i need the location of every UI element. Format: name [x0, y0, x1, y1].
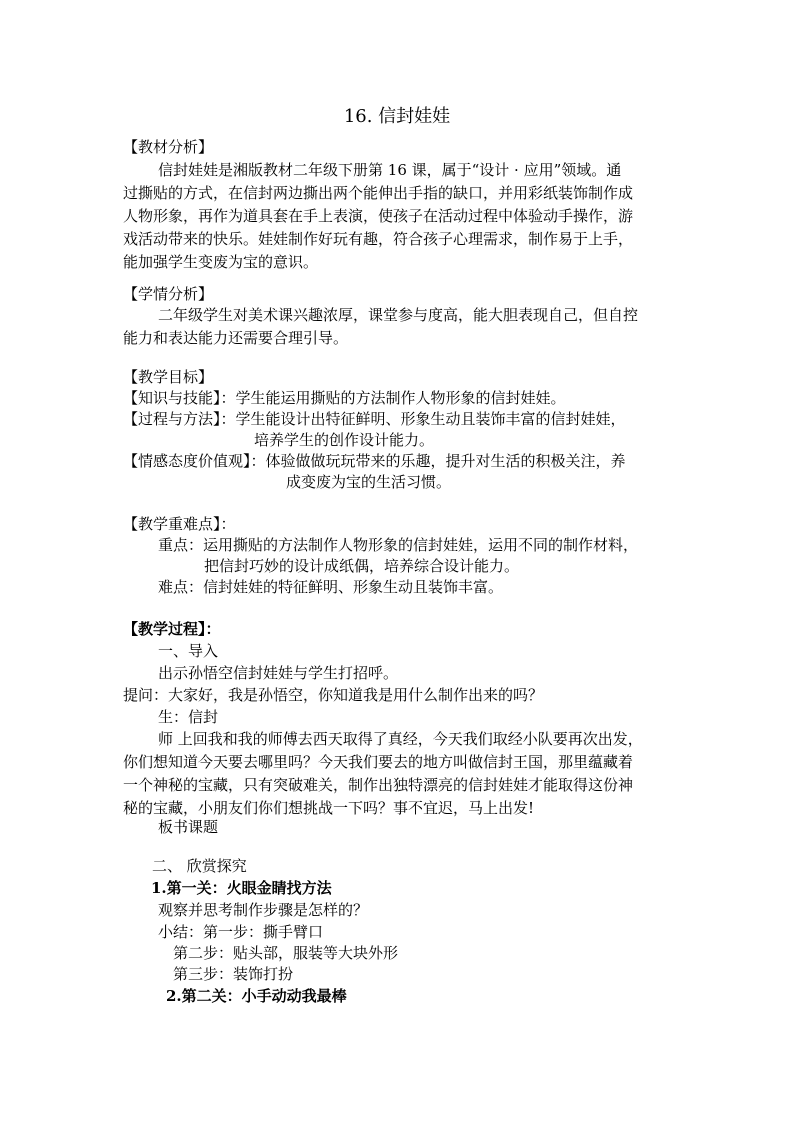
- teacher-line: 秘的宝藏，小朋友们你们想挑战一下吗？事不宜迟，马上出发!: [123, 799, 535, 817]
- intro-question: 提问：大家好，我是孙悟空，你知道我是用什么制作出来的吗？: [123, 686, 544, 704]
- analysis-line: 戏活动带来的快乐。娃娃制作好玩有趣，符合孩子心理需求，制作易于上手，: [123, 230, 634, 248]
- analysis-line: 人物形象，再作为道具套在手上表演，使孩子在活动过程中体验动手操作，游: [123, 207, 634, 225]
- analysis-paragraph: [123, 159, 675, 274]
- summary-step3: 第三步：装饰打扮: [173, 965, 294, 983]
- key-point-cont: 把信封巧妙的设计成纸偶，培养综合设计能力。: [204, 557, 520, 575]
- analysis-line: 能加强学生变废为宝的意识。: [123, 253, 319, 271]
- level2-title: 2.第二关：小手动动我最棒: [166, 987, 347, 1005]
- section-heading-learners: 【学情分析】: [123, 285, 214, 303]
- intro-show: 出示孙悟空信封娃娃与学生打招呼。: [158, 664, 399, 682]
- goal-process-cont: 培养学生的创作设计能力。: [254, 431, 435, 449]
- learners-line: 二年级学生对美术课兴趣浓厚，课堂参与度高，能大胆表现自己，但自控: [158, 306, 639, 324]
- section-heading-process: 【教学过程】：: [123, 620, 221, 638]
- section-heading-keypoints: 【教学重难点】：: [123, 515, 236, 533]
- summary-step1: 小结：第一步：撕手臂口: [158, 923, 324, 941]
- teacher-line: 一个神秘的宝藏，只有突破难关，制作出独特漂亮的信封娃娃才能取得这份神: [123, 776, 634, 794]
- teacher-line: 你们想知道今天要去哪里吗？今天我们要去的地方叫做信封王国，那里蕴藏着: [123, 753, 634, 771]
- summary-step2: 第二步：贴头部，服装等大块外形: [173, 944, 399, 962]
- teacher-line: 师 上回我和我的师傅去西天取得了真经，今天我们取经小队要再次出发，: [158, 730, 643, 748]
- part1-title: 一、导入: [158, 642, 219, 660]
- learners-line: 能力和表达能力还需要合理引导。: [123, 329, 349, 347]
- part2-title: 二、 欣赏探究: [152, 857, 247, 875]
- goal-process: 【过程与方法】：学生能设计出特征鲜明、形象生动且装饰丰富的信封娃娃，: [123, 410, 626, 428]
- level1-title: 1.第一关：火眼金睛找方法: [151, 879, 332, 897]
- document-title: 16. 信封娃娃: [343, 106, 451, 127]
- key-point: 重点：运用撕贴的方法制作人物形象的信封娃娃，运用不同的制作材料，: [158, 536, 639, 554]
- analysis-line: 信封娃娃是湘版教材二年级下册第 16 课，属于“设计 · 应用”领域。通: [158, 161, 622, 179]
- analysis-line: 过撕贴的方式，在信封两边撕出两个能伸出手指的缺口，并用彩纸装饰制作成: [123, 184, 634, 202]
- section-heading-goals: 【教学目标】: [123, 368, 214, 386]
- teacher-paragraph: [123, 728, 683, 820]
- section-heading-analysis: 【教材分析】: [123, 138, 214, 156]
- intro-student: 生：信封: [158, 708, 219, 726]
- difficulty-point: 难点：信封娃娃的特征鲜明、形象生动且装饰丰富。: [158, 578, 504, 596]
- goal-emotion: 【情感态度价值观】：体验做做玩玩带来的乐趣，提升对生活的积极关注，养: [123, 452, 626, 470]
- observe-question: 观察并思考制作步骤是怎样的？: [158, 901, 369, 919]
- board-title: 板书课题: [158, 818, 219, 836]
- learners-paragraph: [123, 304, 675, 350]
- goal-knowledge: 【知识与技能】：学生能运用撕贴的方法制作人物形象的信封娃娃。: [123, 389, 566, 407]
- goal-emotion-cont: 成变废为宝的生活习惯。: [286, 473, 452, 491]
